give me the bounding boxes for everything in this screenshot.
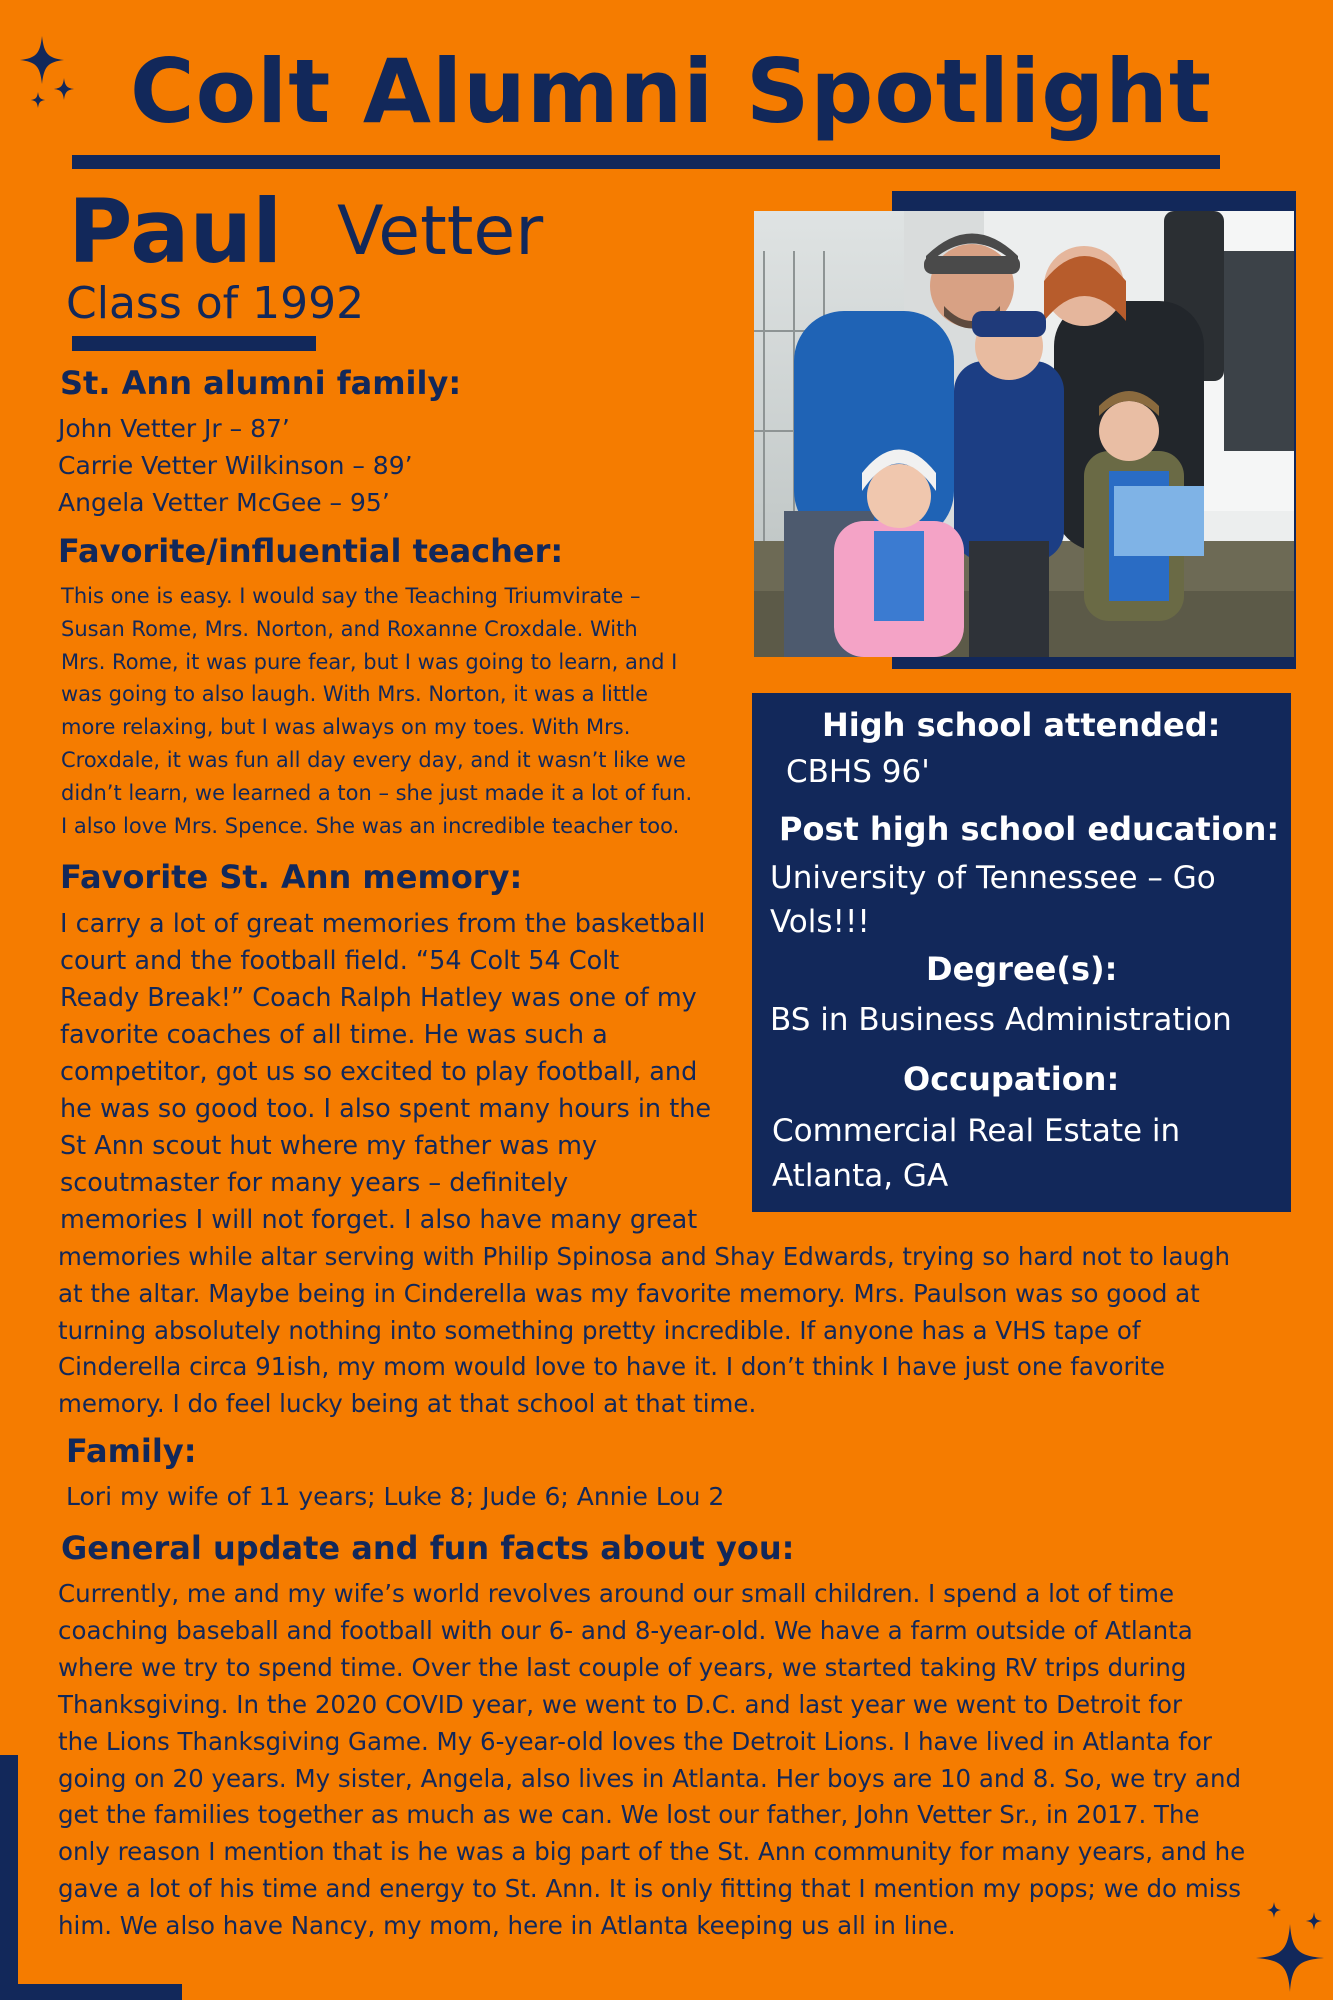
update-line: him. We also have Nancy, my mom, here in Atlanta keeping us all in line. [58, 1911, 956, 1941]
post-education-value [770, 856, 1216, 944]
post-education-line: University of Tennessee – Go [770, 860, 1216, 896]
occupation-value [772, 1109, 1180, 1199]
family-photo [754, 211, 1294, 657]
update-heading: General update and fun facts about you: [61, 1529, 795, 1567]
alumni-family-member: Carrie Vetter Wilkinson – 89’ [58, 451, 413, 480]
memory-line: memory. I do feel lucky being at that school at that time. [58, 1389, 757, 1419]
alumni-family-member: Angela Vetter McGee – 95’ [58, 488, 390, 517]
teacher-line: This one is easy. I would say the Teaching Triumvirate – [61, 584, 641, 608]
sparkle-icon-bottom [1250, 1900, 1328, 1996]
memory-line: court and the football field. “54 Colt 54 Colt [60, 946, 620, 976]
teacher-line: more relaxing, but I was always on my toes. With Mrs. [61, 715, 631, 740]
class-year: Class of 1992 [66, 278, 365, 329]
update-line: coaching baseball and football with our 6- and 8-year-old. We have a farm outside of Atlanta [58, 1615, 1193, 1645]
family-value: Lori my wife of 11 years; Luke 8; Jude 6; Annie Lou 2 [66, 1482, 725, 1511]
teacher-line: didn’t learn, we learned a ton – she just made it a lot of fun. [61, 780, 693, 805]
update-line: get the families together as much as we can. We lost our father, John Vetter Sr., in 2017. The [58, 1800, 1200, 1830]
update-line: Thanksgiving. In the 2020 COVID year, we went to D.C. and last year we went to Detroit for [58, 1689, 1183, 1719]
corner-accent-left [0, 1755, 18, 2000]
family-photo-illustration [754, 211, 1294, 657]
memory-line: memories while altar serving with Philip Spinosa and Shay Edwards, trying so hard not to laugh [58, 1242, 1231, 1271]
memory-line: I carry a lot of great memories from the basketball [60, 909, 706, 939]
teacher-line: Mrs. Rome, it was pure fear, but I was going to learn, and I [61, 649, 678, 674]
memory-line: Cinderella circa 91ish, my mom would love to have it. I don’t think I have just one favorite [58, 1352, 1165, 1382]
alumnus-last-name: Vetter [337, 192, 544, 271]
teacher-heading: Favorite/influential teacher: [58, 532, 564, 570]
alumni-family-heading: St. Ann alumni family: [60, 364, 462, 402]
alumni-family-member: John Vetter Jr – 87’ [58, 414, 290, 443]
teacher-line: Croxdale, it was fun all day every day, and it wasn’t like we [61, 747, 686, 772]
memory-text-continued [58, 1239, 1328, 1423]
update-line: going on 20 years. My sister, Angela, also lives in Atlanta. Her boys are 10 and 8. So, we try and [58, 1763, 1242, 1793]
alumnus-first-name: Paul [68, 180, 283, 283]
high-school-heading: High school attended: [822, 706, 1221, 744]
memory-line: memories I will not forget. I also have many great [60, 1205, 698, 1235]
memory-line: he was so good too. I also spent many hours in the [60, 1094, 712, 1124]
update-line: the Lions Thanksgiving Game. My 6-year-old loves the Detroit Lions. I have lived in Atlanta for [58, 1726, 1212, 1756]
memory-line: at the altar. Maybe being in Cinderella was my favorite memory. Mrs. Paulson was so good at [58, 1278, 1200, 1308]
memory-line: St Ann scout hut where my father was my [60, 1131, 598, 1161]
memory-line: favorite coaches of all time. He was such a [60, 1020, 608, 1050]
occupation-line: Atlanta, GA [772, 1158, 949, 1194]
update-line: where we try to spend time. Over the last couple of years, we started taking RV trips during [58, 1652, 1187, 1682]
occupation-line: Commercial Real Estate in [772, 1113, 1181, 1149]
degree-value: BS in Business Administration [770, 1002, 1232, 1038]
post-education-heading: Post high school education: [779, 810, 1280, 848]
teacher-text [61, 580, 741, 842]
degree-heading: Degree(s): [926, 950, 1118, 988]
memory-line: scoutmaster for many years – definitely [60, 1168, 569, 1198]
memory-line: Ready Break!” Coach Ralph Hatley was one of my [60, 983, 697, 1013]
page-title: Colt Alumni Spotlight [130, 40, 1212, 143]
name-underline [72, 336, 316, 351]
sparkle-icon [14, 34, 78, 114]
update-line: Currently, me and my wife’s world revolves around our small children. I spend a lot of time [58, 1579, 1175, 1608]
memory-line: competitor, got us so excited to play football, and [60, 1057, 698, 1087]
update-line: gave a lot of his time and energy to St. Ann. It is only fitting that I mention my pops; we do miss [58, 1874, 1242, 1904]
memory-line: turning absolutely nothing into something pretty incredible. If anyone has a VHS tape of [58, 1315, 1141, 1345]
teacher-line: Susan Rome, Mrs. Norton, and Roxanne Croxdale. With [61, 616, 638, 641]
occupation-heading: Occupation: [903, 1060, 1120, 1098]
title-underline [72, 155, 1220, 169]
update-text [58, 1576, 1328, 1945]
high-school-value: CBHS 96' [786, 754, 930, 790]
teacher-line: was going to also laugh. With Mrs. Norton, it was a little [61, 682, 649, 707]
family-heading: Family: [66, 1432, 197, 1470]
post-education-line: Vols!!! [770, 904, 870, 940]
corner-accent-bottom [0, 1984, 182, 2000]
memory-heading: Favorite St. Ann memory: [60, 858, 523, 896]
alumni-family-list [58, 410, 413, 521]
teacher-line: I also love Mrs. Spence. She was an incredible teacher too. [61, 813, 680, 838]
update-line: only reason I mention that is he was a big part of the St. Ann community for many years, and he [58, 1837, 1246, 1867]
